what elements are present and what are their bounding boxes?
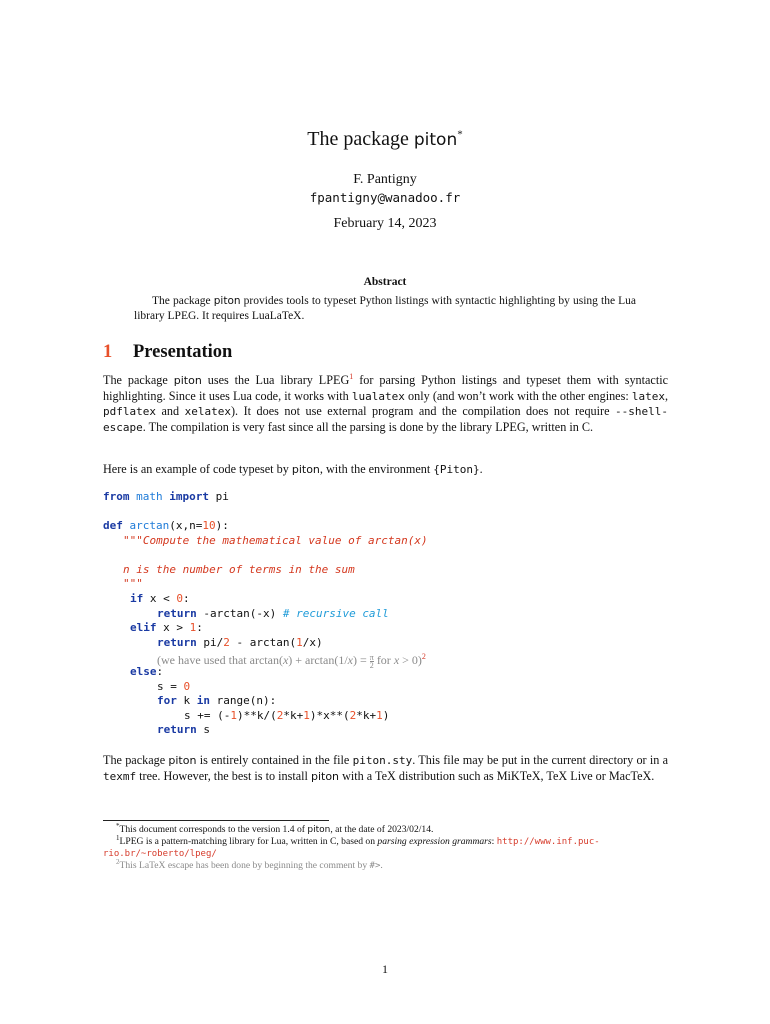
code-line: """ (123, 577, 143, 590)
title-text: The package (307, 128, 409, 150)
code-line: s = 0 (157, 680, 191, 693)
author-name: F. Pantigny (353, 172, 417, 187)
code-line: for k in range(n): (157, 694, 277, 707)
package-name: piton (291, 463, 320, 476)
abstract-text: The package piton provides tools to typeset Python listings with syntactic highlighting by using the Lua library LPEG. It requires LuaLaTeX. (134, 295, 637, 322)
code-line: if x < 0: (130, 592, 190, 605)
installation-paragraph: The package piton is entirely contained in the file piton.sty. This file may be put in the current directory or in a texmf tree. However, the best is to install piton with a TeX distribution such as MiKTeX, TeX Live or MacTeX. (103, 753, 669, 783)
inline-code: texmf (103, 769, 137, 783)
code-line: return -arctan(-x) # recursive call (157, 607, 389, 620)
code-line: """Compute the mathematical value of arctan(x) (123, 534, 428, 547)
inline-code: latex (631, 389, 665, 403)
footnote-mark-2[interactable]: 2 (421, 652, 426, 661)
package-name: piton (310, 769, 340, 783)
footnote-2: $^2$This LaTeX escape has been done by beginning the comment by #>. (116, 858, 383, 871)
code-line: def arctan(x,n=10): (103, 519, 229, 532)
code-line: s += (-1)**k/(2*k+1)*x**(2*k+1) (184, 709, 390, 722)
package-name: piton (168, 754, 197, 767)
footnote-star: *This document corresponds to the version 1.4 of piton, at the date of 2023/02/14. (116, 822, 434, 835)
lpeg-url-link[interactable]: http://www.inf.puc-rio.br/~roberto/lpeg/ (103, 837, 600, 859)
package-name: piton (173, 374, 202, 387)
code-line: n is the number of terms in the sum (123, 563, 355, 576)
abstract-heading: Abstract (363, 276, 407, 288)
latex-escape-line: (we have used that arctan(x) + arctan(1/x) = $\frac{\pi}{2}$ for x > 0)$^2$ (157, 652, 426, 670)
footnote-rule (103, 820, 329, 821)
title-footnote-mark[interactable]: * (457, 128, 463, 141)
code-line: else: (130, 665, 164, 678)
page-number: 1 (382, 962, 388, 976)
section-number: 1 (103, 342, 113, 362)
code-line: return s (157, 723, 210, 736)
document-title (0, 128, 770, 151)
package-name: piton (213, 295, 241, 307)
inline-code: --shell-escape (103, 405, 669, 434)
inline-code: lualatex (351, 389, 405, 403)
inline-code: {Piton} (433, 463, 480, 476)
title-package-name: piton (413, 130, 458, 150)
inline-code: piton.sty (352, 754, 413, 767)
package-name: piton (307, 825, 331, 835)
code-line: elif x > 1: (130, 621, 203, 634)
inline-code: pdflatex (103, 405, 156, 419)
code-line: from math import pi (103, 490, 229, 503)
footnote-mark-1[interactable]: 1 (349, 372, 354, 381)
example-intro-paragraph: Here is an example of code typeset by piton, with the environment {Piton}. (103, 462, 483, 476)
document-date: February 14, 2023 (333, 216, 437, 231)
section-heading (103, 342, 232, 363)
presentation-paragraph: The package piton uses the Lua library LPEG$^1$ for parsing Python listings and typeset them with syntactic highlighting. Since it uses Lua code, it works with lualatex only (and won’t work with the other engines: latex, pdflatex and xelatex). It does not use external program and the compilation does not require --shell-escape. The compilation is very fast since all the parsing is done by the library LPEG, written in C. (103, 372, 669, 434)
inline-code: xelatex (184, 405, 231, 419)
author-email[interactable]: fpantigny@wanadoo.fr (309, 190, 461, 205)
code-line: return pi/2 - arctan(1/x) (157, 636, 323, 649)
section-title: Presentation (133, 342, 233, 362)
inline-code: #> (369, 861, 381, 871)
footnote-1: $^1$LPEG is a pattern-matching library for Lua, written in C, based on parsing expression grammars: http://www.inf.puc-rio.br/~roberto/lpeg/ (103, 834, 600, 859)
